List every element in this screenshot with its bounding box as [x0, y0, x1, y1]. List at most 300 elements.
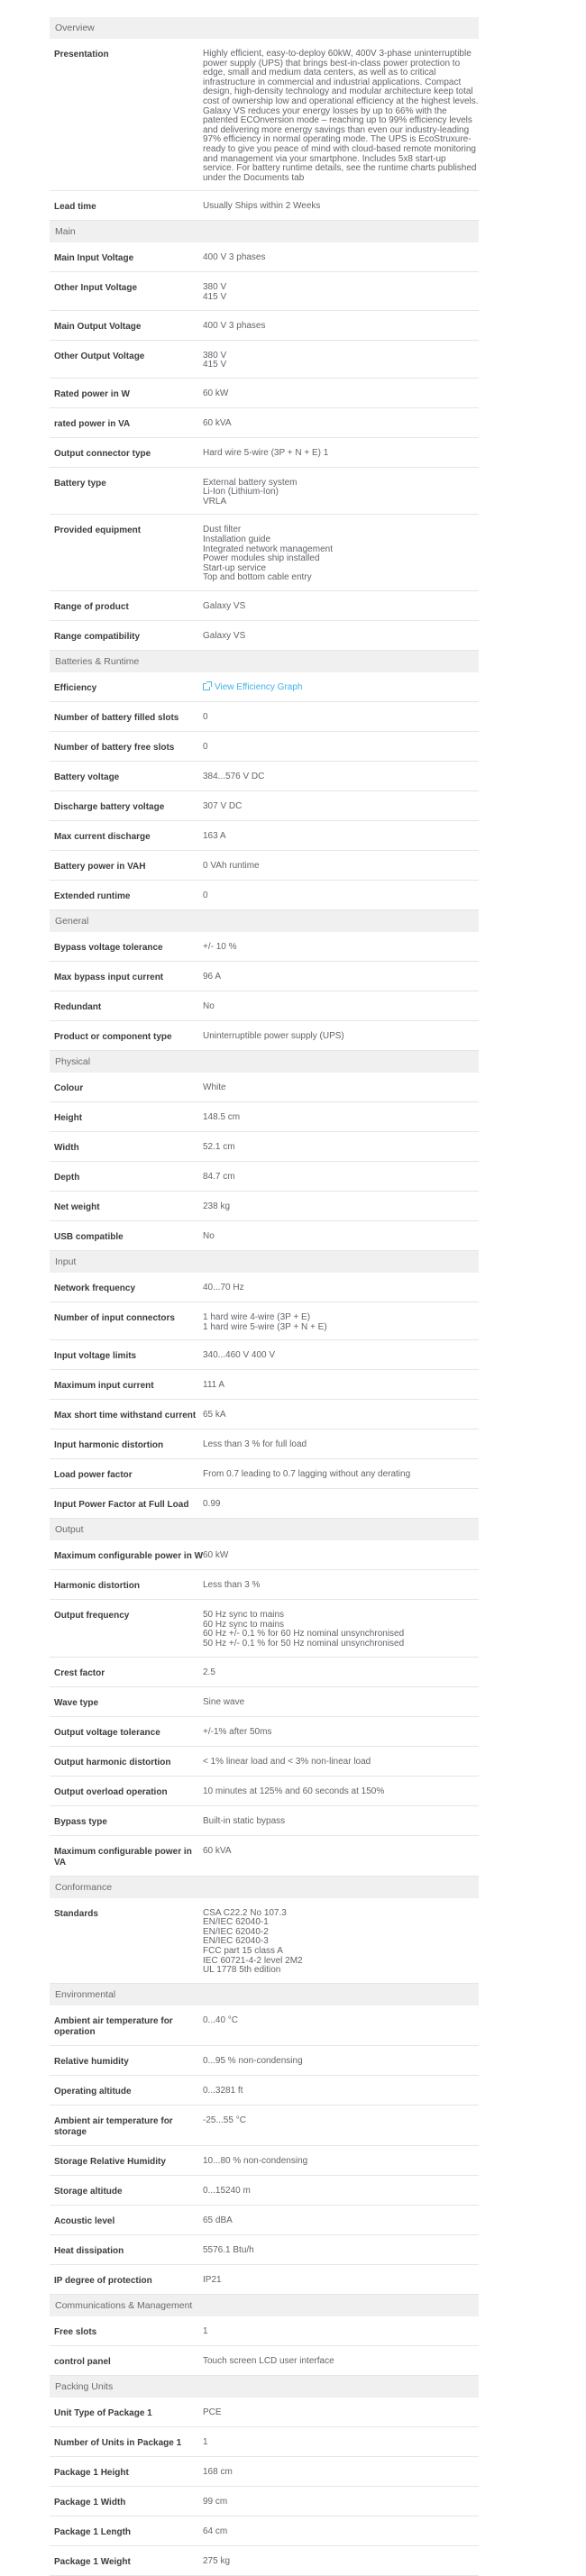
- spec-value-line: 0.99: [203, 1499, 221, 1510]
- spec-value-line: Highly efficient, easy-to-deploy 60kW, 400V 3-phase uninterruptible power supply (UPS) that brings best-in-class power protection to edge, small and medium data centers, as well as to critical infrastructure in commercial and industrial applications. Compact design, high-density technology and modular architecture keep total cost of ownership low and operational efficiency at the highest levels. Galaxy VS reduces your energy losses by up to 66% with the patented ECOnversion mode – reaching up to 99% efficiency levels and delivering more energy savings than even our industry-leading 97% efficiency in normal operating mode. The UPS is EcoStruxure-ready to give you peace of mind with cloud-based remote monitoring and management via your smartphone. Includes 5x8 start-up service. For battery runtime details, see the runtime charts published under the Documents tab: [203, 49, 479, 183]
- spec-row: [50, 2046, 479, 2076]
- spec-value-line: EN/IEC 62040-1: [203, 1917, 269, 1928]
- spec-value: [203, 832, 479, 842]
- spec-value: [203, 1351, 479, 1361]
- spec-value-line: 10 minutes at 125% and 60 seconds at 150%: [203, 1786, 385, 1796]
- spec-value-line: 60 kW: [203, 1550, 229, 1561]
- spec-row: [50, 1836, 479, 1877]
- spec-value: [203, 1202, 479, 1212]
- spec-value-line: Power modules ship installed: [203, 553, 320, 564]
- spec-value: [203, 713, 479, 723]
- specifications-table: [50, 17, 479, 2576]
- section-header-overview: Overview: [50, 17, 479, 39]
- spec-label: Package 1 Weight: [54, 2556, 131, 2567]
- spec-label: Load power factor: [54, 1470, 133, 1481]
- spec-value-line: Li-Ion (Lithium-Ion): [203, 487, 279, 498]
- section-header-main: Main: [50, 221, 479, 242]
- spec-row: [50, 1273, 479, 1302]
- spec-label: Harmonic distortion: [54, 1581, 141, 1592]
- spec-value: [203, 1758, 479, 1768]
- spec-label: Battery type: [54, 478, 106, 489]
- spec-value-line: 0...95 % non-condensing: [203, 2055, 303, 2066]
- spec-row: [50, 515, 479, 591]
- spec-value-line: Start-up service: [203, 562, 267, 573]
- spec-value-line: -25...55 °C: [203, 2115, 246, 2125]
- spec-value-line: 1: [203, 2325, 208, 2336]
- spec-label: IP degree of protection: [54, 2275, 152, 2286]
- spec-value-line: Integrated network management: [203, 544, 333, 554]
- spec-row: [50, 1370, 479, 1400]
- spec-label: Number of battery filled slots: [54, 713, 179, 724]
- spec-label: Max current discharge: [54, 832, 151, 843]
- spec-row: [50, 1430, 479, 1459]
- spec-row: [50, 2106, 479, 2146]
- spec-value-line: Top and bottom cable entry: [203, 572, 312, 583]
- section-header-batteries-and-runtime: Batteries & Runtime: [50, 651, 479, 672]
- spec-value: [203, 389, 479, 399]
- section-header-physical: Physical: [50, 1051, 479, 1073]
- spec-row: [50, 2176, 479, 2206]
- spec-label: Storage Relative Humidity: [54, 2156, 166, 2167]
- spec-row: [50, 1302, 479, 1340]
- spec-value-line: 415 V: [203, 360, 227, 370]
- spec-value: [203, 2246, 479, 2256]
- section-header-output: Output: [50, 1519, 479, 1540]
- spec-value: [203, 602, 479, 612]
- spec-row: [50, 272, 479, 310]
- spec-value-line: 99 cm: [203, 2496, 228, 2507]
- spec-row: [50, 702, 479, 732]
- spec-value: [203, 419, 479, 429]
- spec-value-line: Hard wire 5-wire (3P + N + E) 1: [203, 447, 329, 458]
- spec-value-line: 2.5: [203, 1667, 215, 1677]
- spec-label: Other Input Voltage: [54, 283, 138, 294]
- spec-value-line: FCC part 15 class A: [203, 1945, 283, 1956]
- spec-value-line: 0...3281 ft: [203, 2085, 243, 2096]
- spec-value-line: EN/IEC 62040-2: [203, 1926, 269, 1937]
- spec-row: [50, 672, 479, 702]
- spec-value: [203, 2187, 479, 2197]
- spec-label: Max short time withstand current: [54, 1411, 197, 1421]
- spec-value: [203, 352, 479, 370]
- spec-value-line: +/- 10 %: [203, 942, 237, 953]
- spec-row: [50, 1340, 479, 1370]
- spec-row: [50, 791, 479, 821]
- spec-label: Standards: [54, 1908, 98, 1919]
- spec-value: [203, 2057, 479, 2067]
- spec-label: Heat dissipation: [54, 2245, 124, 2256]
- spec-label: Redundant: [54, 1002, 102, 1013]
- spec-value: [203, 449, 479, 459]
- spec-value-line: PCE: [203, 2407, 222, 2417]
- spec-value-line: Less than 3 %: [203, 1580, 261, 1591]
- spec-label: Wave type: [54, 1697, 99, 1708]
- spec-label: Package 1 Height: [54, 2467, 129, 2478]
- spec-value-line: 60 kVA: [203, 1845, 232, 1856]
- spec-value-line: 60 Hz sync to mains: [203, 1619, 285, 1630]
- spec-value-line: 415 V: [203, 291, 227, 302]
- spec-value-line: 5576.1 Btu/h: [203, 2244, 254, 2255]
- spec-label: Maximum configurable power in W: [54, 1551, 204, 1562]
- spec-row: [50, 1540, 479, 1570]
- spec-row: [50, 732, 479, 762]
- spec-value-line: VRLA: [203, 496, 227, 507]
- spec-row: [50, 311, 479, 341]
- spec-row: [50, 1073, 479, 1102]
- spec-row: [50, 1132, 479, 1162]
- spec-value: [203, 683, 479, 693]
- spec-value: [203, 2157, 479, 2167]
- spec-row: [50, 1570, 479, 1600]
- spec-label: Product or component type: [54, 1032, 172, 1043]
- spec-label: Maximum input current: [54, 1381, 154, 1392]
- spec-label: Ambient air temperature for storage: [54, 2115, 173, 2137]
- spec-value: [203, 202, 479, 212]
- spec-row: [50, 762, 479, 791]
- spec-row: [50, 2546, 479, 2576]
- spec-value-line: Galaxy VS: [203, 631, 246, 642]
- spec-label: Efficiency: [54, 683, 97, 694]
- spec-value-line: IP21: [203, 2274, 222, 2285]
- spec-row: [50, 468, 479, 516]
- spec-label: Output voltage tolerance: [54, 1727, 160, 1738]
- spec-label: Provided equipment: [54, 525, 142, 536]
- spec-value: [203, 1787, 479, 1797]
- spec-row: [50, 438, 479, 468]
- spec-label: Number of battery free slots: [54, 743, 175, 754]
- section-header-packing-units: Packing Units: [50, 2376, 479, 2398]
- spec-label: Free slots: [54, 2326, 97, 2337]
- spec-label: Extended runtime: [54, 891, 131, 902]
- spec-label: Depth: [54, 1173, 80, 1183]
- spec-value-line: 10...80 % non-condensing: [203, 2155, 308, 2166]
- spec-label: Acoustic level: [54, 2215, 115, 2226]
- spec-row: [50, 1687, 479, 1717]
- spec-row: [50, 932, 479, 962]
- spec-value-line: 1 hard wire 4-wire (3P + E): [203, 1312, 311, 1323]
- spec-value-line: 275 kg: [203, 2555, 231, 2566]
- spec-label: Input voltage limits: [54, 1351, 137, 1362]
- spec-value: [203, 1440, 479, 1450]
- spec-label: Battery power in VAH: [54, 862, 146, 872]
- spec-label: Output overload operation: [54, 1786, 168, 1797]
- spec-row: [50, 1806, 479, 1836]
- section-header-conformance: Conformance: [50, 1877, 479, 1898]
- spec-value-line: 65 kA: [203, 1410, 226, 1420]
- spec-label: Lead time: [54, 202, 96, 213]
- spec-label: Net weight: [54, 1202, 100, 1213]
- spec-row: [50, 379, 479, 408]
- spec-label: Height: [54, 1113, 83, 1124]
- section-header-general: General: [50, 910, 479, 932]
- section-header-communications-and-management: Communications & Management: [50, 2295, 479, 2316]
- spec-value-line: 60 kW: [203, 388, 229, 398]
- spec-value-line: White: [203, 1082, 226, 1093]
- spec-value-line: Installation guide: [203, 534, 271, 545]
- spec-value-line: 64 cm: [203, 2526, 228, 2536]
- spec-value-line: 163 A: [203, 831, 226, 842]
- spec-label: Ambient air temperature for operation: [54, 2015, 173, 2037]
- spec-value: [203, 525, 479, 583]
- spec-value-line: 111 A: [203, 1380, 225, 1391]
- spec-value: [203, 1500, 479, 1510]
- spec-label: USB compatible: [54, 1232, 124, 1243]
- spec-row: [50, 991, 479, 1021]
- spec-value-line: 0: [203, 742, 208, 753]
- spec-row: [50, 2316, 479, 2346]
- spec-value: [203, 2357, 479, 2367]
- spec-row: [50, 821, 479, 851]
- spec-value: [203, 50, 479, 183]
- spec-value-line: External battery system: [203, 477, 298, 488]
- view-efficiency-graph-link[interactable]: [203, 682, 302, 692]
- spec-label: Crest factor: [54, 1667, 105, 1678]
- spec-row: [50, 1192, 479, 1221]
- spec-value-line: 96 A: [203, 972, 222, 982]
- spec-label: Package 1 Width: [54, 2497, 126, 2507]
- spec-value-line: 50 Hz +/- 0.1 % for 50 Hz nominal unsynchronised: [203, 1639, 405, 1649]
- spec-row: [50, 1221, 479, 1251]
- spec-value-line: 340...460 V 400 V: [203, 1350, 276, 1361]
- spec-label: Unit Type of Package 1: [54, 2407, 152, 2418]
- spec-row: [50, 242, 479, 272]
- spec-value-line: 380 V: [203, 282, 227, 293]
- spec-label: Operating altitude: [54, 2086, 132, 2096]
- spec-row: [50, 1162, 479, 1192]
- spec-label: Bypass voltage tolerance: [54, 943, 163, 954]
- spec-value: [203, 1283, 479, 1293]
- spec-label: Bypass type: [54, 1816, 107, 1827]
- section-header-environmental: Environmental: [50, 1984, 479, 2005]
- spec-value: [203, 2438, 479, 2448]
- spec-row: [50, 1898, 479, 1984]
- spec-label: Presentation: [54, 50, 109, 59]
- spec-value: [203, 1411, 479, 1420]
- spec-row: [50, 881, 479, 910]
- spec-value: [203, 1817, 479, 1827]
- spec-label: Network frequency: [54, 1283, 136, 1294]
- external-link-icon: [203, 683, 210, 690]
- spec-row: [50, 591, 479, 621]
- spec-value-line: 40...70 Hz: [203, 1283, 244, 1293]
- spec-value-line: EN/IEC 62040-3: [203, 1936, 269, 1947]
- spec-label: Storage altitude: [54, 2186, 123, 2197]
- spec-value-line: IEC 60721-4-2 level 2M2: [203, 1955, 303, 1966]
- spec-label: Package 1 Length: [54, 2526, 132, 2537]
- spec-label: Output harmonic distortion: [54, 1757, 171, 1768]
- spec-label: Rated power in W: [54, 388, 130, 399]
- spec-value: [203, 1232, 479, 1242]
- spec-label: control panel: [54, 2356, 111, 2367]
- spec-row: [50, 1400, 479, 1430]
- spec-label: Number of input connectors: [54, 1313, 175, 1324]
- spec-value-line: 50 Hz sync to mains: [203, 1610, 285, 1621]
- spec-value: [203, 479, 479, 507]
- spec-row: [50, 2487, 479, 2517]
- spec-value-line: 1 hard wire 5-wire (3P + N + E): [203, 1321, 327, 1332]
- spec-value: [203, 2016, 479, 2026]
- spec-row: [50, 851, 479, 881]
- spec-value-line: 60 kVA: [203, 417, 232, 428]
- spec-value: [203, 1083, 479, 1093]
- spec-value: [203, 1470, 479, 1480]
- spec-value-line: 238 kg: [203, 1201, 231, 1212]
- spec-row: [50, 2076, 479, 2106]
- spec-value: [203, 1847, 479, 1857]
- spec-label: Output connector type: [54, 448, 151, 459]
- spec-value-line: Less than 3 % for full load: [203, 1439, 307, 1450]
- spec-value: [203, 891, 479, 901]
- spec-value: [203, 1381, 479, 1391]
- spec-row: [50, 2457, 479, 2487]
- spec-value-line: 52.1 cm: [203, 1142, 235, 1153]
- spec-row: [50, 2235, 479, 2265]
- spec-value: [203, 1581, 479, 1591]
- spec-row: [50, 962, 479, 991]
- spec-value: [203, 743, 479, 753]
- spec-value: [203, 2216, 479, 2226]
- spec-value-line: No: [203, 1231, 215, 1242]
- spec-value-line: 0: [203, 712, 208, 723]
- spec-value: [203, 1173, 479, 1183]
- spec-value: [203, 2276, 479, 2286]
- spec-value: [203, 2498, 479, 2507]
- spec-value: [203, 802, 479, 812]
- spec-value: [203, 1668, 479, 1678]
- spec-value-line: 168 cm: [203, 2466, 233, 2477]
- spec-label: Colour: [54, 1083, 84, 1094]
- spec-label: Output frequency: [54, 1611, 130, 1621]
- spec-value-line: Dust filter: [203, 525, 242, 535]
- spec-row: [50, 1489, 479, 1519]
- spec-value: [203, 1698, 479, 1708]
- spec-row: [50, 1658, 479, 1687]
- spec-row: [50, 39, 479, 191]
- link-label: View Efficiency Graph: [215, 682, 303, 693]
- spec-value: [203, 862, 479, 872]
- spec-value-line: 0...40 °C: [203, 2014, 239, 2025]
- spec-value-line: From 0.7 leading to 0.7 lagging without any derating: [203, 1469, 411, 1480]
- spec-row: [50, 1021, 479, 1051]
- spec-row: [50, 2005, 479, 2046]
- spec-label: Number of Units in Package 1: [54, 2437, 182, 2448]
- spec-label: Width: [54, 1143, 79, 1154]
- spec-value-line: 148.5 cm: [203, 1112, 241, 1123]
- spec-value-line: 384...576 V DC: [203, 772, 265, 782]
- spec-row: [50, 621, 479, 651]
- spec-value-line: 0 VAh runtime: [203, 861, 260, 872]
- spec-value-line: Sine wave: [203, 1696, 245, 1707]
- section-header-input: Input: [50, 1251, 479, 1273]
- spec-label: Other Output Voltage: [54, 351, 145, 361]
- spec-value: [203, 772, 479, 782]
- spec-value: [203, 2116, 479, 2126]
- spec-value: [203, 1611, 479, 1649]
- spec-value-line: Usually Ships within 2 Weeks: [203, 201, 321, 212]
- spec-row: [50, 1777, 479, 1806]
- spec-value-line: Touch screen LCD user interface: [203, 2355, 334, 2366]
- spec-value: [203, 1002, 479, 1012]
- spec-value: [203, 2087, 479, 2096]
- spec-label: Battery voltage: [54, 772, 120, 783]
- spec-value: [203, 1313, 479, 1332]
- spec-value: [203, 973, 479, 982]
- spec-value-line: < 1% linear load and < 3% non-linear load: [203, 1756, 371, 1767]
- spec-row: [50, 1717, 479, 1747]
- spec-label: Input harmonic distortion: [54, 1440, 164, 1451]
- spec-label: Range compatibility: [54, 632, 141, 643]
- spec-value-line: UL 1778 5th edition: [203, 1965, 281, 1976]
- spec-value: [203, 1032, 479, 1042]
- spec-row: [50, 1102, 479, 1132]
- spec-value: [203, 322, 479, 332]
- spec-value-line: Galaxy VS: [203, 601, 246, 612]
- spec-label: Range of product: [54, 602, 129, 613]
- spec-value: [203, 1113, 479, 1123]
- spec-value-line: 0: [203, 891, 208, 901]
- spec-value-line: 60 Hz +/- 0.1 % for 60 Hz nominal unsynchronised: [203, 1629, 405, 1640]
- spec-value: [203, 632, 479, 642]
- spec-value: [203, 2527, 479, 2537]
- spec-value: [203, 2468, 479, 2478]
- spec-value-line: 0...15240 m: [203, 2185, 251, 2196]
- spec-row: [50, 408, 479, 438]
- spec-value: [203, 2327, 479, 2337]
- spec-value: [203, 283, 479, 302]
- spec-value-line: 65 dBA: [203, 2215, 233, 2225]
- spec-value: [203, 943, 479, 953]
- spec-value: [203, 253, 479, 263]
- spec-value: [203, 1728, 479, 1738]
- spec-value-line: 84.7 cm: [203, 1172, 235, 1183]
- spec-row: [50, 2206, 479, 2235]
- spec-row: [50, 2346, 479, 2376]
- spec-row: [50, 1600, 479, 1657]
- spec-value-line: CSA C22.2 No 107.3: [203, 1907, 287, 1918]
- spec-value-line: +/-1% after 50ms: [203, 1726, 272, 1737]
- spec-label: Input Power Factor at Full Load: [54, 1500, 189, 1511]
- spec-label: Relative humidity: [54, 2056, 129, 2067]
- spec-label: Main Input Voltage: [54, 253, 134, 264]
- spec-value: [203, 2408, 479, 2418]
- spec-value-line: 400 V 3 phases: [203, 320, 266, 331]
- spec-row: [50, 2265, 479, 2295]
- spec-value-line: 307 V DC: [203, 801, 243, 812]
- spec-row: [50, 2427, 479, 2457]
- spec-value-line: No: [203, 1001, 215, 1012]
- spec-value: [203, 1551, 479, 1561]
- spec-label: Main Output Voltage: [54, 321, 142, 332]
- spec-value-line: 400 V 3 phases: [203, 252, 266, 263]
- spec-label: Max bypass input current: [54, 973, 164, 983]
- spec-row: [50, 1747, 479, 1777]
- spec-row: [50, 2146, 479, 2176]
- spec-value-line: Uninterruptible power supply (UPS): [203, 1031, 344, 1042]
- spec-value: [203, 1143, 479, 1153]
- spec-row: [50, 2517, 479, 2546]
- spec-label: Discharge battery voltage: [54, 802, 165, 813]
- spec-value: [203, 1909, 479, 1976]
- spec-value-line: 380 V: [203, 350, 227, 361]
- spec-row: [50, 191, 479, 221]
- spec-label: Maximum configurable power in VA: [54, 1846, 192, 1868]
- spec-label: rated power in VA: [54, 418, 131, 429]
- spec-row: [50, 341, 479, 379]
- spec-value-line: 1: [203, 2436, 208, 2447]
- spec-value-line: Built-in static bypass: [203, 1815, 286, 1826]
- spec-row: [50, 1459, 479, 1489]
- spec-value: [203, 2557, 479, 2567]
